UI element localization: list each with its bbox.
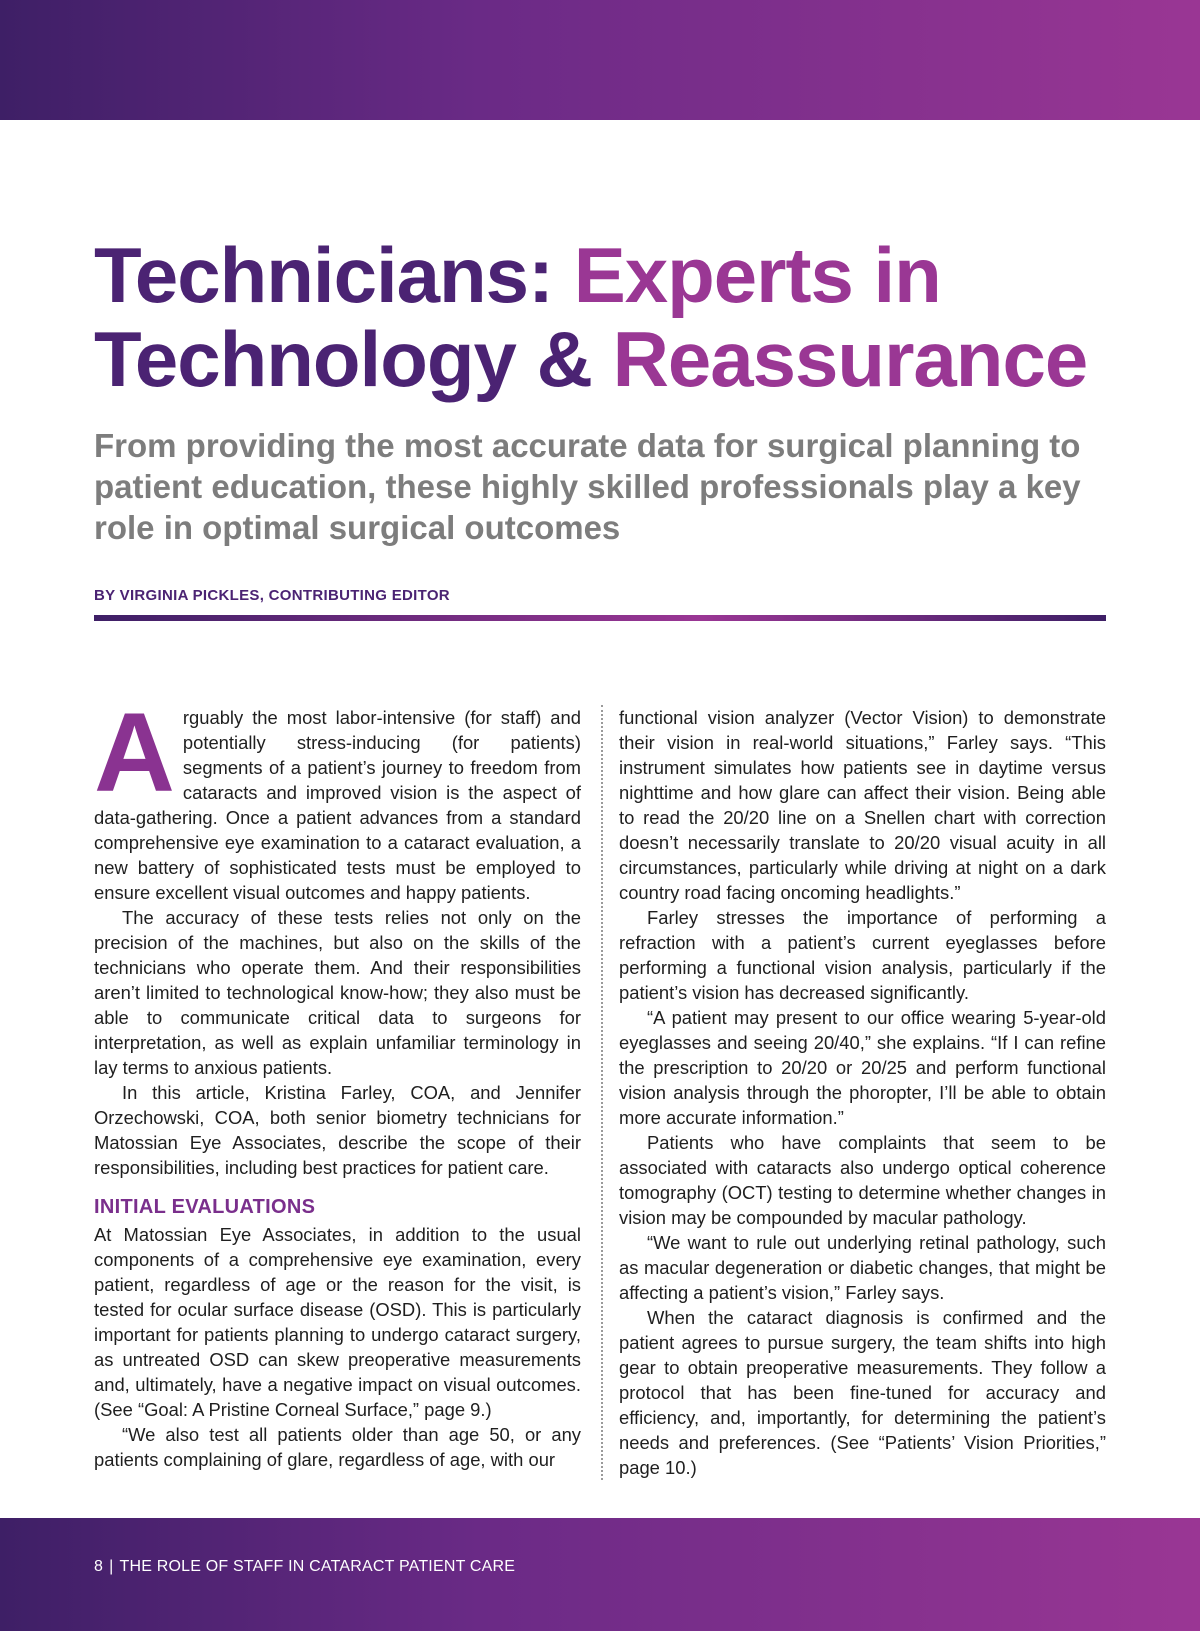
body-paragraph: In this article, Kristina Farley, COA, and Jennifer Orzechowski, COA, both senior biometry technicians for Matossian Eye Associates, describe the scope of their responsibilities, including best practices for patient care. (94, 1082, 581, 1178)
title-line1-part1: Technicians: (94, 231, 574, 319)
body-paragraph: “We also test all patients older than age 50, or any patients complaining of glare, regardless of age, with our (94, 1424, 581, 1470)
footer-separator: | (109, 1558, 114, 1575)
article-subtitle: From providing the most accurate data for surgical planning to patient education, these highly skilled professionals play a key role in optimal surgical outcomes (94, 427, 1081, 546)
body-paragraph: The accuracy of these tests relies not only on the precision of the machines, but also on the skills of the technicians who operate them. And their responsibilities aren’t limited to technological know-how; they also must be able to communicate critical data to surgeons for interpretation, as well as explain unfamiliar terminology in lay terms to anxious patients. (94, 907, 581, 1078)
section-heading: INITIAL EVALUATIONS (94, 1196, 316, 1218)
article-title (94, 233, 1154, 401)
intro-paragraph (94, 690, 581, 905)
body-paragraph: Farley stresses the importance of performing a refraction with a patient’s current eyeglasses before performing a functional vision analysis, particularly if the patient’s vision has decreased significantly. (619, 907, 1106, 1003)
left-column (94, 690, 581, 1472)
body-paragraph: Patients who have complaints that seem to be associated with cataracts also undergo optical coherence tomography (OCT) testing to determine whether changes in vision may be compounded by macular pathology. (619, 1132, 1106, 1228)
header-band (0, 0, 1200, 120)
title-line2-part1: Technology & (94, 315, 613, 403)
body-paragraph: “A patient may present to our office wearing 5-year-old eyeglasses and seeing 20/40,” she explains. “If I can refine the prescription to 20/20 or 20/25 and perform functional vision analysis through the phoropter, I’ll be able to obtain more accurate information.” (619, 1007, 1106, 1128)
body-paragraph: When the cataract diagnosis is confirmed and the patient agrees to pursue surgery, the team shifts into high gear to obtain preoperative measurements. They follow a protocol that has been fine-tuned for accuracy and efficiency, and, importantly, for determining the patient’s needs and preferences. (See “Patients’ Vision Priorities,” page 10.) (619, 1307, 1106, 1478)
right-column (619, 705, 1106, 1480)
title-line1-part2: Experts in (573, 231, 941, 319)
body-paragraph: At Matossian Eye Associates, in addition to the usual components of a comprehensive eye examination, every patient, regardless of age or the reason for the visit, is tested for ocular surface disease (OSD). This is particularly important for patients planning to undergo cataract surgery, as untreated OSD can skew preoperative measurements and, ultimately, have a negative impact on visual outcomes. (See “Goal: A Pristine Corneal Surface,” page 9.) (94, 1224, 581, 1420)
body-paragraph: functional vision analyzer (Vector Vision) to demonstrate their vision in real-world situations,” Farley says. “This instrument simulates how patients see in daytime versus nighttime and how glare can affect their vision. Being able to read the 20/20 line on a Snellen chart with correction doesn’t necessarily translate to 20/20 visual acuity in all circumstances, particularly while driving at night on a dark country road facing oncoming headlights.” (619, 707, 1106, 903)
intro-text: rguably the most labor-intensive (for staff) and potentially stress-inducing (for patients) segments of a patient’s journey to freedom from cataracts and improved vision is the aspect of data-gathering. Once a patient advances from a standard comprehensive eye examination to a cataract evaluation, a new battery of sophisticated tests must be employed to ensure excellent visual outcomes and happy patients. (94, 707, 581, 903)
header-rule (94, 615, 1106, 621)
drop-cap: A (94, 690, 175, 815)
page-footer (94, 1558, 515, 1576)
page-number: 8 (94, 1558, 104, 1575)
byline: BY VIRGINIA PICKLES, CONTRIBUTING EDITOR (94, 587, 450, 604)
publication-title: THE ROLE OF STAFF IN CATARACT PATIENT CARE (119, 1558, 516, 1575)
column-divider (601, 705, 603, 1480)
body-paragraph: “We want to rule out underlying retinal pathology, such as macular degeneration or diabetic changes, that might be affecting a patient’s vision,” Farley says. (619, 1232, 1106, 1303)
title-line2-part2: Reassurance (612, 315, 1088, 403)
